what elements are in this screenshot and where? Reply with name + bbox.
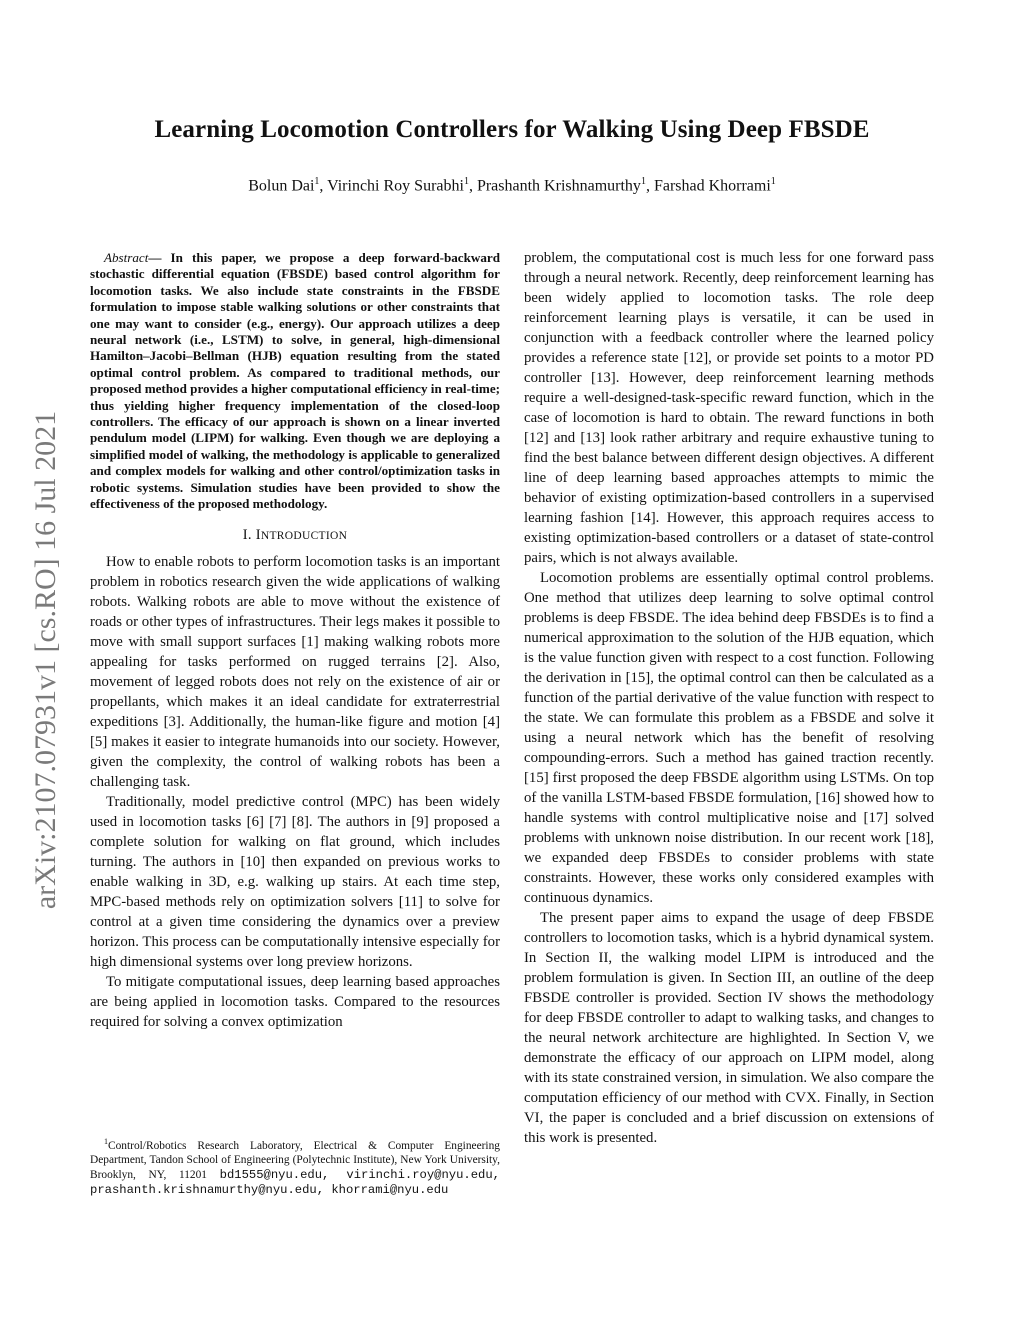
right-column bbox=[524, 248, 934, 1148]
footnote-mark: 1 bbox=[104, 1137, 108, 1146]
author-name: Farshad Khorrami bbox=[653, 177, 771, 195]
author-affiliation: 1 bbox=[640, 176, 646, 187]
author-separator: , bbox=[645, 177, 654, 195]
body-paragraph: The present paper aims to expand the usage of deep FBSDE controllers to locomotion tasks, which is a hybrid dynamical system. In Section II, the walking model LIPM is introduced and the problem formulation is given. In Section III, an outline of the deep FBSDE controller is provided. Section IV shows the methodology for deep FBSDE controller to adapt to walking tasks, and changes to the neural network architecture are highlighted. In Section V, we demonstrate the efficacy of our approach on LIPM model, along with its state constrained version, in simulation. We also compare the computation efficiency of our method with CVX. Finally, in Section VI, the paper is concluded and a brief discussion on extensions of this work is presented. bbox=[524, 910, 934, 1146]
author-affiliation: 1 bbox=[463, 176, 469, 187]
left-column bbox=[90, 250, 500, 1032]
affiliation-footnote bbox=[90, 1135, 500, 1197]
section-number: I. bbox=[242, 526, 256, 543]
body-paragraph: problem, the computational cost is much less for one forward pass through a neural network. Recently, deep reinforcement learning has been widely applied to locomotion tasks. The role deep reinforcement learning plays is versatile, it can be used in conjunction with a feedback controller where the learned policy provides a reference state [12], or provide set points to a motor PD controller [13]. However, deep reinforcement learning methods require a well-designed-task-specific reward function, which in the case of locomotion is hard to obtain. The reward functions in both [12] and [13] look rather arbitrary and require exhaustive tuning to find the best balance between different design objectives. A different line of deep learning based approaches attempts to mimic the behavior of existing optimization-based controllers in a supervised learning fashion [14]. However, this approach requires access to existing optimization-based controllers or a dataset of state-control pairs, which is not always available. bbox=[524, 250, 934, 566]
abstract bbox=[90, 250, 500, 513]
abstract-text: In this paper, we propose a deep forward-backward stochastic differential equation (FBSDE) based control algorithm for locomotion tasks. We also include state constraints in the FBSDE formulation to impose stable walking solutions or other constraints that one may want to consider (e.g., energy). Our approach utilizes a deep neural network (i.e., LSTM) to solve, in general, high-dimensional Hamilton–Jacobi–Bellman (HJB) equation resulting from the stated optimal control problem. As compared to traditional methods, our proposed method provides a higher computational efficiency in real-time; thus yielding higher frequency implementation of the closed-loop controllers. The efficacy of our approach is shown on a linear inverted pendulum model (LIPM) for walking. Even though we are deploying a simplified model of walking, the methodology is applicable to generalized and complex models for walking and other control/optimization tasks in robotic systems. Simulation studies have been provided to show the effectiveness of the proposed methodology. bbox=[90, 250, 501, 512]
body-paragraph: Locomotion problems are essentially optimal control problems. One method that utilizes deep learning to solve optimal control problems is deep FBSDE. The idea behind deep FBSDEs is to find a numerical approximation to the solution of the HJB equation, which is the value function given with respect to a cost function. Following the derivation in [15], the optimal control can then be calculated as a function of the partial derivative of the value function with respect to the state. We can formulate this problem as a FBSDE and solve it using a neural network which has the benefit of resolving compounding-errors. Such a method has gained traction recently. [15] first proposed the deep FBSDE algorithm using LSTMs. On top of the vanilla LSTM-based FBSDE formulation, [16] showed how to handle systems with control multiplicative noise and [17] solved problems with unknown noise distribution. In our recent work [18], we expanded deep FBSDEs to consider problems with state constraints. However, these works only considered examples with continuous dynamics. bbox=[524, 570, 934, 906]
abstract-dash: — bbox=[148, 250, 171, 265]
author-separator: , bbox=[319, 177, 328, 195]
section-heading-introduction bbox=[90, 527, 500, 544]
author-name: Virinchi Roy Surabhi bbox=[327, 177, 464, 195]
author-emails: bd1555@nyu.edu, virinchi.roy@nyu.edu, prashanth.krishnamurthy@nyu.edu, khorrami@nyu.edu bbox=[90, 1167, 501, 1197]
author-list bbox=[0, 176, 1024, 195]
author-separator: , bbox=[468, 177, 477, 195]
footnote-text: Control/Robotics Research Laboratory, Electrical & Computer Engineering Department, Tandon School of Engineering (Polytechnic Institute), New York University, Brooklyn, NY, 11201 bbox=[90, 1139, 500, 1181]
body-paragraph: How to enable robots to perform locomotion tasks is an important problem in robotics research given the wide applications of walking robots. Walking robots are able to move without the existence of roads or other types of infrastructures. Their legs makes it possible to move with small support surfaces [1] making walking robots more appealing for tasks performed on rugged terrains [2]. Also, movement of legged robots does not rely on the existence of air or propellants, which makes it an ideal candidate for extraterrestrial expeditions [3]. Additionally, the human-like figure and motion [4] [5] makes it easier to integrate humanoids into our society. However, given the complexity, the control of walking robots has been a challenging task. bbox=[90, 553, 500, 790]
arxiv-sidebar bbox=[28, 370, 64, 950]
body-paragraph: To mitigate computational issues, deep learning based approaches are being applied in locomotion tasks. Compared to the resources required for solving a convex optimization bbox=[90, 973, 500, 1030]
author-affiliation: 1 bbox=[314, 176, 320, 187]
body-paragraph: Traditionally, model predictive control (MPC) has been widely used in locomotion tasks [6] [7] [8]. The authors in [9] proposed a complete solution for walking on flat ground, which includes turning. The authors in [10] then expanded on previous works to enable walking in 3D, e.g. walking up stairs. At each time step, MPC-based methods rely on optimization solvers [11] to solve for control at a given time considering the dynamics over a preview horizon. This process can be computationally intensive especially for high dimensional systems over long preview horizons. bbox=[90, 793, 500, 970]
paper-title: Learning Locomotion Controllers for Walking Using Deep FBSDE bbox=[154, 116, 870, 143]
author-affiliation: 1 bbox=[770, 176, 776, 187]
author-name: Prashanth Krishnamurthy bbox=[476, 177, 641, 195]
abstract-lead: Abstract bbox=[104, 250, 149, 265]
section-first-letter: I bbox=[255, 526, 261, 543]
section-title-rest: NTRODUCTION bbox=[260, 529, 348, 542]
author-name: Bolun Dai bbox=[248, 177, 315, 195]
arxiv-stamp: arXiv:2107.07931v1 [cs.RO] 16 Jul 2021 bbox=[29, 410, 62, 910]
